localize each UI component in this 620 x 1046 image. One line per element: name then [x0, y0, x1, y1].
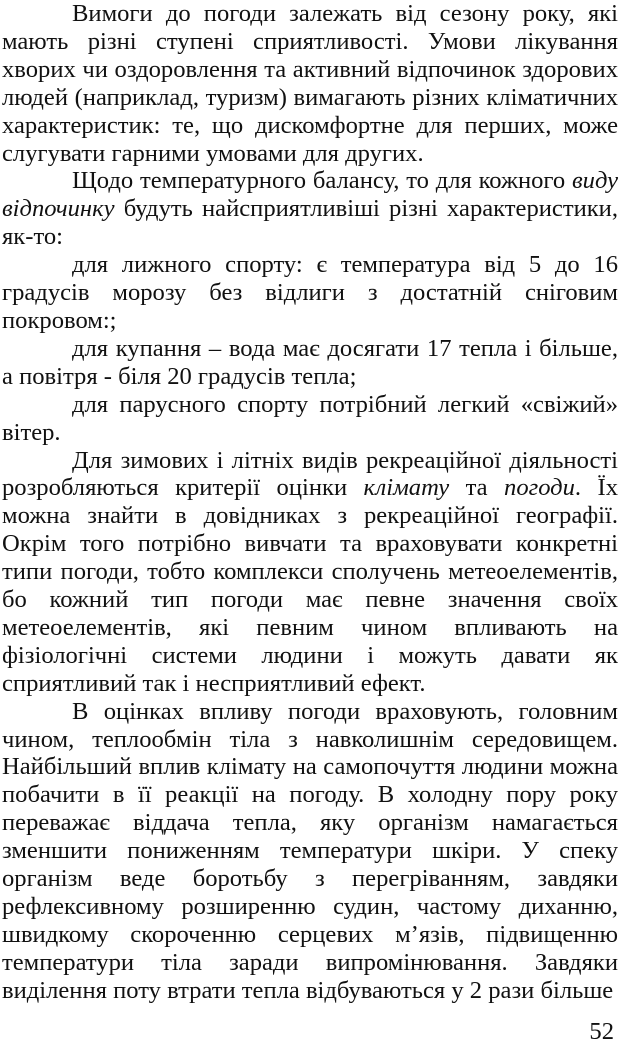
paragraph-recreation-criteria	[2, 447, 618, 698]
italic-term-klimatu: клімату	[363, 474, 450, 502]
text-fragment: Щодо температурного балансу, то для кожного	[72, 167, 572, 195]
italic-term-vid-vidpochynku: виду відпочинку	[2, 167, 618, 223]
page-number: 52	[589, 1018, 614, 1045]
list-item-skiing: для лижного спорту: є температура від 5 до 16 градусів морозу без відлиги з достатній сніговим покровом:;	[2, 251, 618, 334]
text-fragment: . Їх можна знайти в довідниках з рекреаційної географії. Окрім того потрібно вивчати та враховувати конкретні типи погоди, тобто комплекси сполучень метеоелементів, бо кожний тип погоди має певне значення своїх метеоелементів, які певним чином впливають на фізіологічні системи людини і можуть давати як сприятливий так і несприятливий ефект.	[2, 474, 618, 697]
paragraph-temperature-balance	[2, 167, 618, 251]
text-fragment: будуть найсприятливіші різні характеристики, як-то:	[2, 195, 618, 251]
paragraph-weather-requirements: Вимоги до погоди залежать від сезону року, які мають різні ступені сприятливості. Умови лікування хворих чи оздоровлення та активний відпочинок здорових людей (наприклад, туризм) вимагають різних кліматичних характеристик: те, що дискомфортне для перших, може слугувати гарними умовами для других.	[2, 0, 618, 167]
italic-term-pohody: погоди	[504, 474, 575, 502]
list-item-swimming: для купання – вода має досягати 17 тепла і більше, а повітря - біля 20 градусів тепла;	[2, 334, 618, 390]
text-fragment: та	[449, 474, 505, 502]
list-item-sailing: для парусного спорту потрібний легкий «свіжий» вітер.	[2, 390, 618, 446]
page-content	[2, 0, 618, 1005]
paragraph-weather-impact: В оцінках впливу погоди враховують, головним чином, теплообмін тіла з навколишнім середовищем. Найбільший вплив клімату на самопочуття людини можна побачити в її реакції на погоду. В холодну пору року переважає віддача тепла, яку організм намагається зменшити пониженням температури шкіри. У спеку організм веде боротьбу з перегріванням, завдяки рефлексивному розширенню судин, частому диханню, швидкому скороченню серцевих м’язів, підвищенню температури тіла заради випромінювання. Завдяки виділення поту втрати тепла відбуваються у 2 рази більше	[2, 697, 618, 1004]
text-fragment: Для зимових і літніх видів рекреаційної діяльності розробляються критерії оцінки	[2, 446, 618, 502]
